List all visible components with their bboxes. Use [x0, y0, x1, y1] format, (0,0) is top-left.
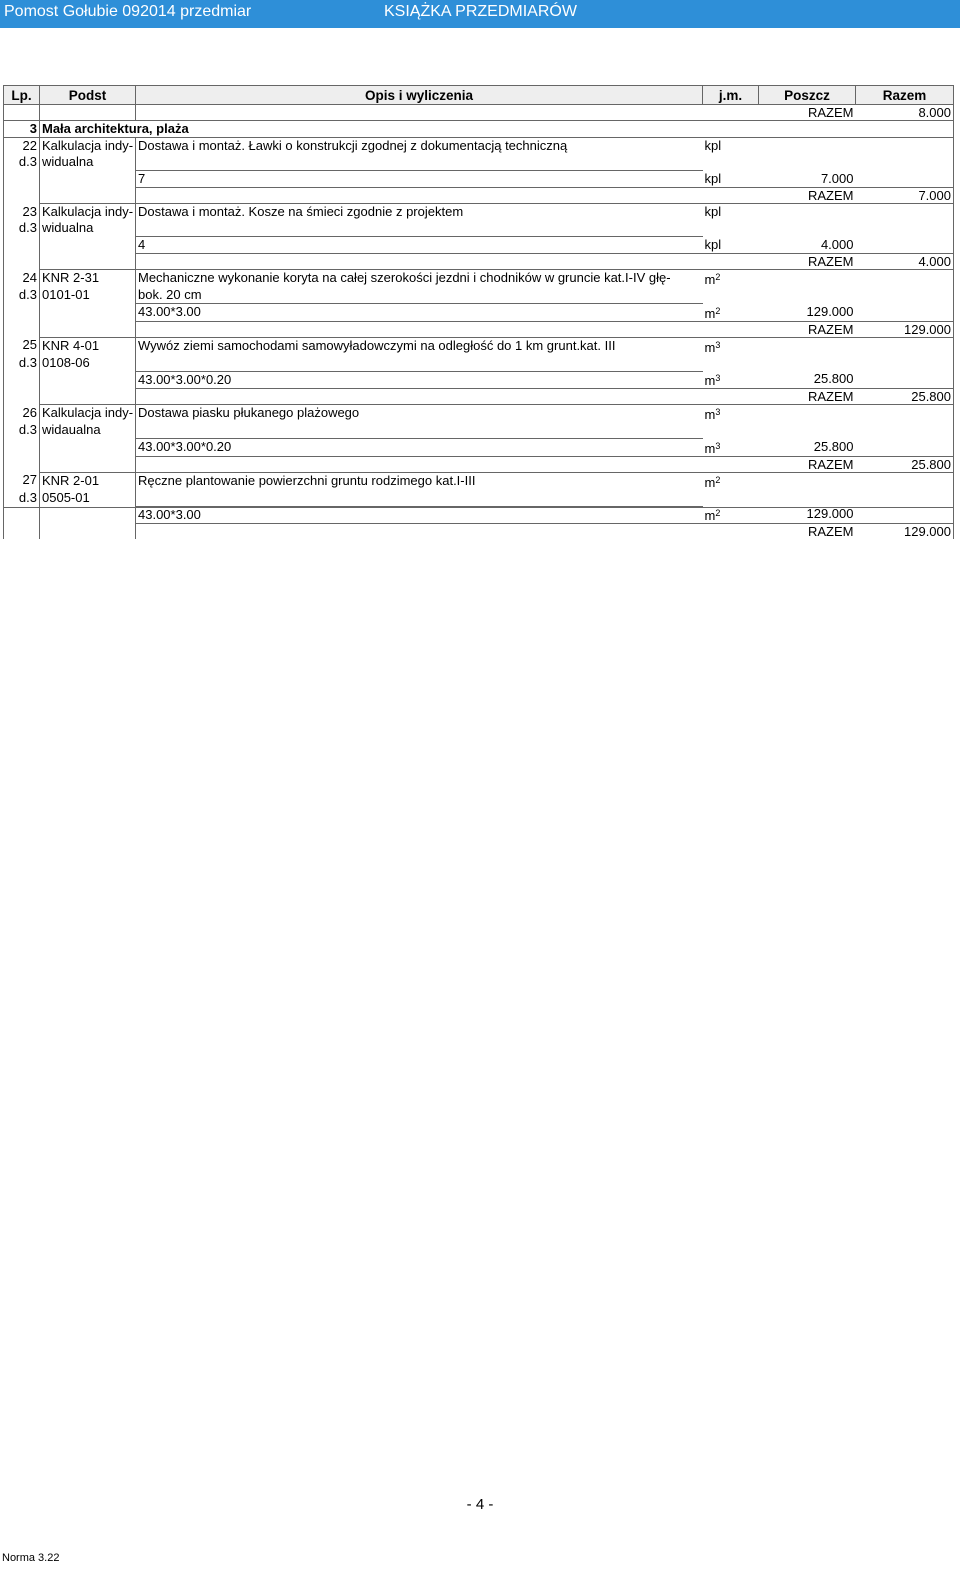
item-opis2: [136, 220, 703, 237]
item-total-row: [4, 321, 954, 337]
document-name: Pomost Gołubie 092014 przedmiar: [4, 3, 252, 20]
item-total-value: 129.000: [856, 321, 954, 337]
unit-exponent: 3: [715, 440, 721, 451]
item-jm: $m^3$: [703, 405, 759, 423]
item-calc-row: [4, 439, 954, 457]
item-podst2: 0505-01: [40, 490, 136, 507]
item-calc-jm: $m^2$: [704, 508, 721, 523]
item-row: [4, 337, 954, 355]
col-jm: j.m.: [703, 86, 759, 105]
item-total-value: 25.800: [856, 456, 954, 472]
item-jm: $m^2$: [703, 270, 759, 288]
item-calc: 43.00*3.00: [136, 506, 703, 524]
item-total-row: [4, 456, 954, 472]
item-podst: KNR 2-01: [40, 472, 136, 490]
item-lp: 26: [4, 405, 40, 423]
item-opis2: [136, 355, 703, 372]
col-opis: Opis i wyliczenia: [136, 86, 703, 105]
item-lp2: d.3: [4, 220, 40, 237]
item-poszcz: 25.800: [813, 438, 854, 454]
item-podst2: widualna: [40, 220, 136, 237]
item-opis: Ręczne plantowanie powierzchni gruntu rodzimego kat.I-III: [136, 472, 703, 490]
item-podst2: 0101-01: [40, 287, 136, 304]
item-lp2: d.3: [4, 154, 40, 171]
item-podst: KNR 2-31: [40, 270, 136, 288]
item-opis2: [136, 154, 703, 171]
item-total-row: [4, 524, 954, 540]
top-total-label: RAZEM: [808, 105, 854, 120]
item-calc-row: [4, 171, 954, 188]
document-title: KSIĄŻKA PRZEDMIARÓW: [384, 3, 577, 20]
item-opis: Dostawa i montaż. Ławki o konstrukcji zgodnej z dokumentacją techniczną: [136, 138, 703, 155]
item-row: [4, 138, 954, 155]
item-total-value: 129.000: [856, 524, 954, 540]
item-total-row: [4, 254, 954, 270]
table-header-row: [4, 86, 954, 105]
item-lp2: d.3: [4, 490, 40, 507]
item-opis: Wywóz ziemi samochodami samowyładowczymi na odległość do 1 km grunt.kat. III: [136, 337, 703, 355]
software-version: Norma 3.22: [2, 1552, 60, 1564]
item-row-2: [4, 220, 954, 237]
item-calc-jm: kpl: [704, 236, 722, 252]
item-total-label: RAZEM: [759, 524, 856, 540]
item-total-value: 4.000: [856, 254, 954, 270]
item-total-label: RAZEM: [759, 389, 856, 405]
item-total-row: [4, 389, 954, 405]
table-bottom-border: [3, 507, 953, 508]
item-row: [4, 204, 954, 221]
item-calc-jm: $m^2$: [704, 305, 721, 321]
item-lp2: d.3: [4, 355, 40, 372]
item-poszcz: 129.000: [806, 506, 854, 521]
unit-exponent: 2: [715, 305, 721, 316]
item-lp: 25: [4, 337, 40, 355]
col-lp: Lp.: [4, 86, 40, 105]
unit-exponent: 3: [715, 339, 721, 350]
item-podst: KNR 4-01: [40, 337, 136, 355]
item-total-label: RAZEM: [759, 456, 856, 472]
item-row-2: [4, 422, 954, 439]
item-calc-row: [4, 237, 954, 254]
item-podst2: widualna: [40, 154, 136, 171]
unit-exponent: 2: [715, 474, 721, 485]
item-poszcz: 4.000: [820, 236, 854, 252]
item-calc-jm: $m^3$: [704, 373, 721, 388]
item-calc-row: [4, 304, 954, 322]
item-calc: 4: [136, 237, 703, 254]
col-poszcz: Poszcz: [759, 86, 856, 105]
item-calc: 43.00*3.00*0.20: [136, 371, 703, 389]
item-podst: Kalkulacja indy-: [40, 405, 136, 423]
unit-exponent: 2: [715, 508, 721, 518]
section-number: 3: [4, 121, 40, 138]
item-total-label: RAZEM: [759, 254, 856, 270]
item-total-row: [4, 188, 954, 204]
item-row-2: [4, 287, 954, 304]
item-lp: 23: [4, 204, 40, 221]
item-calc-jm: kpl: [704, 170, 722, 186]
unit-exponent: 2: [715, 272, 721, 282]
item-podst: Kalkulacja indy-: [40, 138, 136, 155]
top-total-row: [4, 105, 954, 121]
item-row-2: [4, 490, 954, 507]
section-row: [4, 121, 954, 138]
item-calc: 43.00*3.00: [136, 304, 703, 322]
item-poszcz: 25.800: [813, 371, 854, 386]
item-poszcz: 7.000: [820, 170, 854, 186]
item-row: [4, 405, 954, 423]
item-total-label: RAZEM: [759, 321, 856, 337]
item-jm: kpl: [703, 138, 759, 155]
item-lp: 22: [4, 138, 40, 155]
item-calc-row: [4, 371, 954, 389]
item-calc: 43.00*3.00*0.20: [136, 439, 703, 457]
item-opis2: [136, 490, 703, 507]
item-total-value: 25.800: [856, 389, 954, 405]
col-razem: Razem: [856, 86, 954, 105]
item-total-value: 7.000: [856, 188, 954, 204]
item-opis2: bok. 20 cm: [138, 287, 202, 302]
item-lp2: d.3: [4, 287, 40, 304]
item-lp2: d.3: [4, 422, 40, 439]
section-title: Mała architektura, plaża: [40, 121, 954, 138]
przedmiar-table: [3, 85, 954, 539]
item-podst2: widaualna: [40, 422, 136, 439]
col-podst: Podst: [40, 86, 136, 105]
item-lp: 24: [4, 270, 40, 288]
item-jm: $m^3$: [703, 337, 759, 355]
item-calc-row: [4, 506, 954, 524]
item-opis: Mechaniczne wykonanie koryta na całej szerokości jezdni i chodników w gruncie kat.I-IV głę-: [136, 270, 703, 288]
unit-exponent: 3: [715, 407, 721, 417]
item-podst2: 0108-06: [40, 355, 136, 372]
item-opis: Dostawa piasku płukanego plażowego: [136, 405, 703, 423]
item-row: [4, 270, 954, 288]
top-total-value: 8.000: [856, 105, 954, 121]
item-jm: kpl: [703, 204, 759, 221]
item-row-2: [4, 355, 954, 372]
item-opis: Dostawa i montaż. Kosze na śmieci zgodnie z projektem: [136, 204, 703, 221]
item-jm: $m^2$: [703, 472, 759, 490]
item-row: [4, 472, 954, 490]
item-opis2: [136, 422, 703, 439]
item-row-2: [4, 154, 954, 171]
unit-exponent: 3: [715, 373, 721, 383]
item-poszcz: 129.000: [806, 303, 854, 319]
document-header-bar: [0, 0, 960, 28]
item-total-label: RAZEM: [759, 188, 856, 204]
page-number: - 4 -: [466, 1496, 494, 1513]
item-calc: 7: [136, 171, 703, 188]
item-lp: 27: [4, 472, 40, 490]
item-calc-jm: $m^3$: [704, 440, 721, 456]
item-podst: Kalkulacja indy-: [40, 204, 136, 221]
